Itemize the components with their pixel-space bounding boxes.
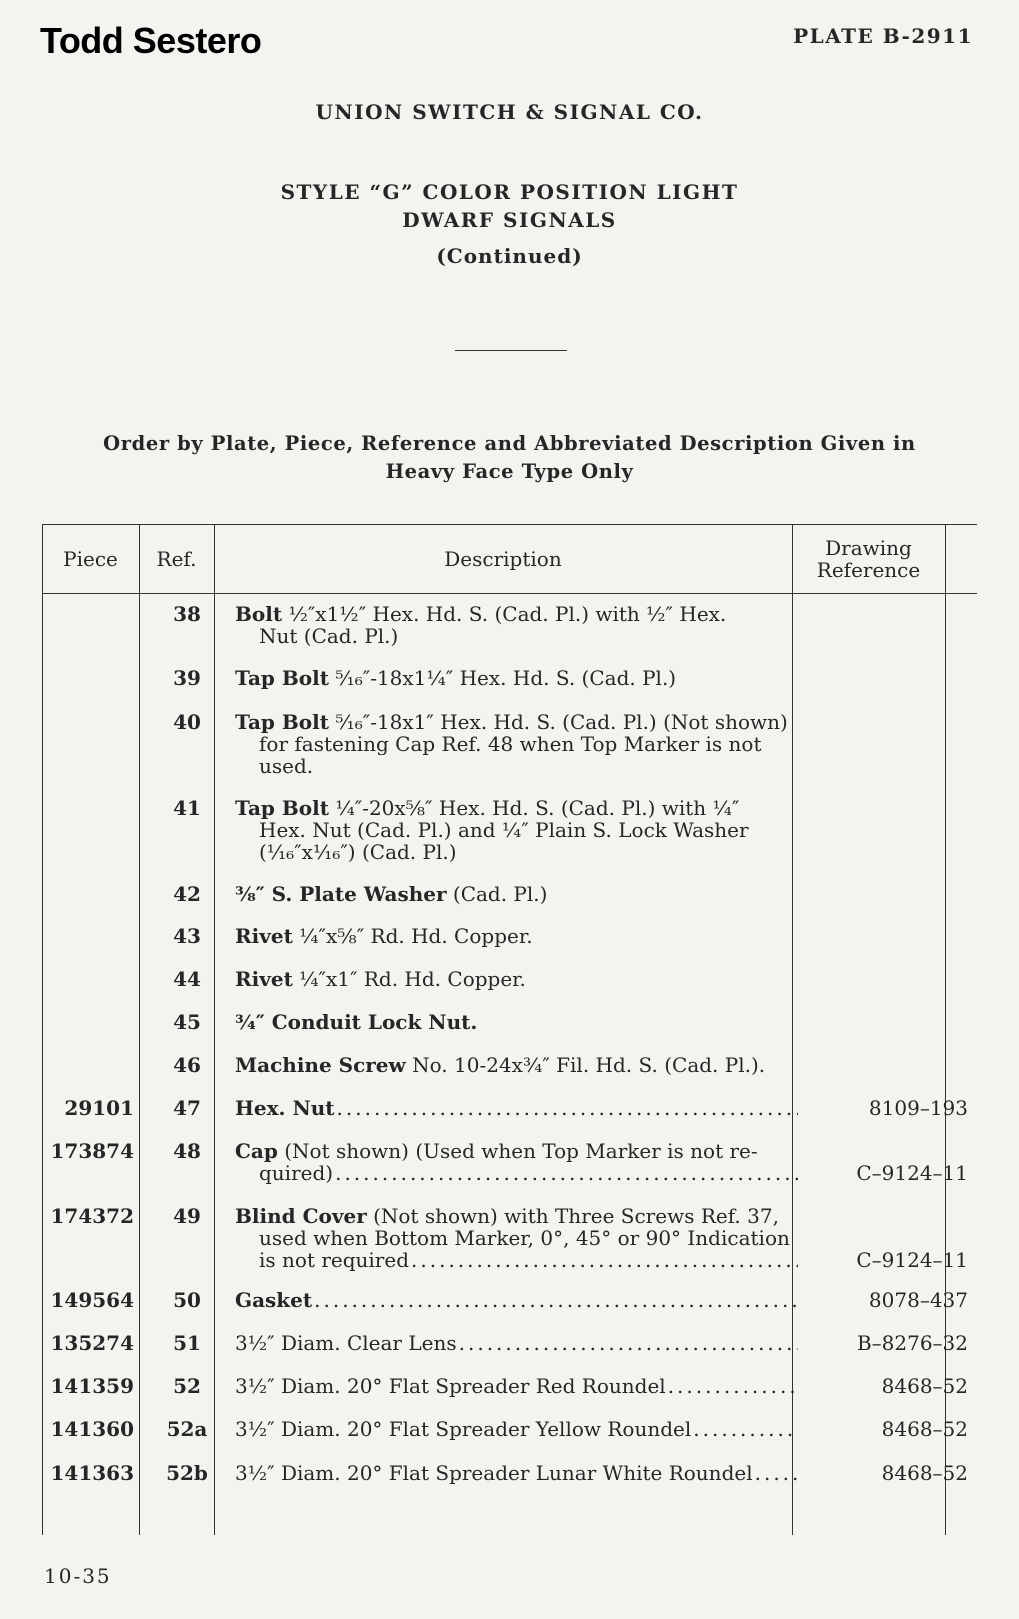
author-name: Todd Sestero <box>40 20 262 61</box>
description-text: ⁵⁄₁₆″-18x1¼″ Hex. Hd. S. (Cad. Pl.) <box>328 667 677 689</box>
ref-number: 43 <box>173 924 201 948</box>
drawing-reference: C–9124–11 <box>856 1248 968 1272</box>
description <box>235 667 798 689</box>
column-header-piece: Piece <box>63 547 118 571</box>
description-keyword: Gasket <box>235 1289 313 1311</box>
description-keyword: Machine Screw <box>235 1054 406 1076</box>
parts-table <box>42 524 977 1535</box>
description-keyword: Tap Bolt <box>235 667 329 689</box>
column-header-ref: Ref. <box>156 547 197 571</box>
description <box>235 1375 798 1397</box>
ref-number: 49 <box>173 1204 201 1228</box>
description <box>235 925 798 947</box>
column-header-description: Description <box>444 547 562 571</box>
ref-number: 38 <box>173 602 201 626</box>
description <box>235 1418 798 1440</box>
description-text: (Not shown) (Used when Top Marker is not re- <box>277 1140 758 1162</box>
description-text: is not required <box>259 1249 410 1271</box>
continued-label: (Continued) <box>436 244 583 268</box>
drawing-reference: 8468–52 <box>881 1417 968 1441</box>
ref-number: 40 <box>173 710 201 734</box>
description-text: (¹⁄₁₆″x¹⁄₁₆″) (Cad. Pl.) <box>259 841 457 863</box>
description <box>235 1205 798 1271</box>
description <box>235 711 798 777</box>
dot-leader <box>693 1418 798 1440</box>
instructions-line: Order by Plate, Piece, Reference and Abbreviated Description Given in <box>103 432 916 455</box>
ref-number: 42 <box>173 882 201 906</box>
piece-number: 29101 <box>64 1096 134 1120</box>
instructions-line: Heavy Face Type Only <box>385 460 634 483</box>
description-keyword: Bolt <box>235 603 283 625</box>
description-text: quired) <box>259 1162 334 1184</box>
header-text: Reference <box>816 558 921 582</box>
description-text: ¼″x1″ Rd. Hd. Copper. <box>292 968 526 990</box>
ref-number: 44 <box>173 967 201 991</box>
description-keyword: Rivet <box>235 968 293 990</box>
description <box>235 1332 798 1354</box>
order-instructions <box>40 430 979 486</box>
description-text: (Not shown) with Three Screws Ref. 37, <box>366 1205 779 1227</box>
title-line: STYLE “G” COLOR POSITION LIGHT <box>280 180 739 204</box>
ref-number: 52a <box>166 1417 208 1441</box>
piece-number: 149564 <box>50 1288 134 1312</box>
document-title <box>0 178 1019 234</box>
dot-leader <box>337 1097 798 1119</box>
description <box>235 1011 798 1033</box>
description-keyword: ¾″ Conduit Lock Nut. <box>235 1011 478 1033</box>
drawing-reference: 8109–193 <box>868 1096 968 1120</box>
ref-number: 39 <box>173 666 201 690</box>
description-text: used when Bottom Marker, 0°, 45° or 90° Indication <box>259 1227 790 1249</box>
ref-number: 51 <box>173 1331 201 1355</box>
dot-leader <box>459 1332 798 1354</box>
description-text: ¼″-20x⅝″ Hex. Hd. S. (Cad. Pl.) with ¼″ <box>328 797 740 819</box>
ref-number: 46 <box>173 1053 201 1077</box>
description <box>235 1054 798 1076</box>
description-text: 3½″ Diam. Clear Lens <box>235 1332 457 1354</box>
description <box>235 797 798 863</box>
drawing-reference: 8078–437 <box>868 1288 968 1312</box>
description <box>235 1097 798 1119</box>
description-keyword: Rivet <box>235 925 293 947</box>
description-text: 3½″ Diam. 20° Flat Spreader Lunar White Roundel <box>235 1462 753 1484</box>
page-number: 10-35 <box>44 1564 112 1588</box>
description-text: used. <box>259 755 314 777</box>
description-text: 3½″ Diam. 20° Flat Spreader Red Roundel <box>235 1375 666 1397</box>
description-text: No. 10-24x¾″ Fil. Hd. S. (Cad. Pl.). <box>405 1054 766 1076</box>
column-header-drawing-reference <box>792 525 945 593</box>
description-text: 3½″ Diam. 20° Flat Spreader Yellow Roundel <box>235 1418 692 1440</box>
description-keyword: Tap Bolt <box>235 797 329 819</box>
ref-number: 52 <box>173 1374 201 1398</box>
description <box>235 1462 798 1484</box>
ref-number: 45 <box>173 1010 201 1034</box>
company-name: UNION SWITCH & SIGNAL CO. <box>315 100 704 124</box>
column-divider <box>139 525 140 1535</box>
piece-number: 141360 <box>50 1417 134 1441</box>
header-divider <box>42 593 977 594</box>
description-keyword: Blind Cover <box>235 1205 367 1227</box>
description <box>235 1140 798 1184</box>
description <box>235 968 798 990</box>
description-keyword: ⅜″ S. Plate Washer <box>235 883 447 905</box>
title-line: DWARF SIGNALS <box>402 208 617 232</box>
ref-number: 47 <box>173 1096 201 1120</box>
piece-number: 173874 <box>50 1139 134 1163</box>
dot-leader <box>411 1249 798 1271</box>
dot-leader <box>314 1289 798 1311</box>
dot-leader <box>755 1462 798 1484</box>
divider <box>455 350 567 351</box>
dot-leader <box>668 1375 798 1397</box>
description-text: (Cad. Pl.) <box>446 883 548 905</box>
drawing-reference: B–8276–32 <box>856 1331 968 1355</box>
piece-number: 174372 <box>50 1204 134 1228</box>
description-text: ¼″x⅝″ Rd. Hd. Copper. <box>292 925 533 947</box>
ref-number: 48 <box>173 1139 201 1163</box>
description-text: ½″x1½″ Hex. Hd. S. (Cad. Pl.) with ½″ Hex. <box>282 603 727 625</box>
description-text: for fastening Cap Ref. 48 when Top Marker is not <box>259 733 762 755</box>
description <box>235 1289 798 1311</box>
ref-number: 52b <box>166 1461 208 1485</box>
piece-number: 141363 <box>50 1461 134 1485</box>
dot-leader <box>335 1162 798 1184</box>
ref-number: 50 <box>173 1288 201 1312</box>
description-text: ⁵⁄₁₆″-18x1″ Hex. Hd. S. (Cad. Pl.) (Not shown) <box>328 711 788 733</box>
piece-number: 135274 <box>50 1331 134 1355</box>
description <box>235 883 798 905</box>
description <box>235 603 798 647</box>
plate-number: PLATE B-2911 <box>793 24 973 48</box>
drawing-reference: 8468–52 <box>881 1461 968 1485</box>
description-keyword: Hex. Nut <box>235 1097 335 1119</box>
description-keyword: Cap <box>235 1140 278 1162</box>
drawing-reference: C–9124–11 <box>856 1161 968 1185</box>
description-text: Hex. Nut (Cad. Pl.) and ¼″ Plain S. Lock Washer <box>259 819 749 841</box>
description-keyword: Tap Bolt <box>235 711 329 733</box>
drawing-reference: 8468–52 <box>881 1374 968 1398</box>
piece-number: 141359 <box>50 1374 134 1398</box>
header-text: Drawing <box>825 536 912 560</box>
ref-number: 41 <box>173 796 201 820</box>
description-text: Nut (Cad. Pl.) <box>259 625 399 647</box>
